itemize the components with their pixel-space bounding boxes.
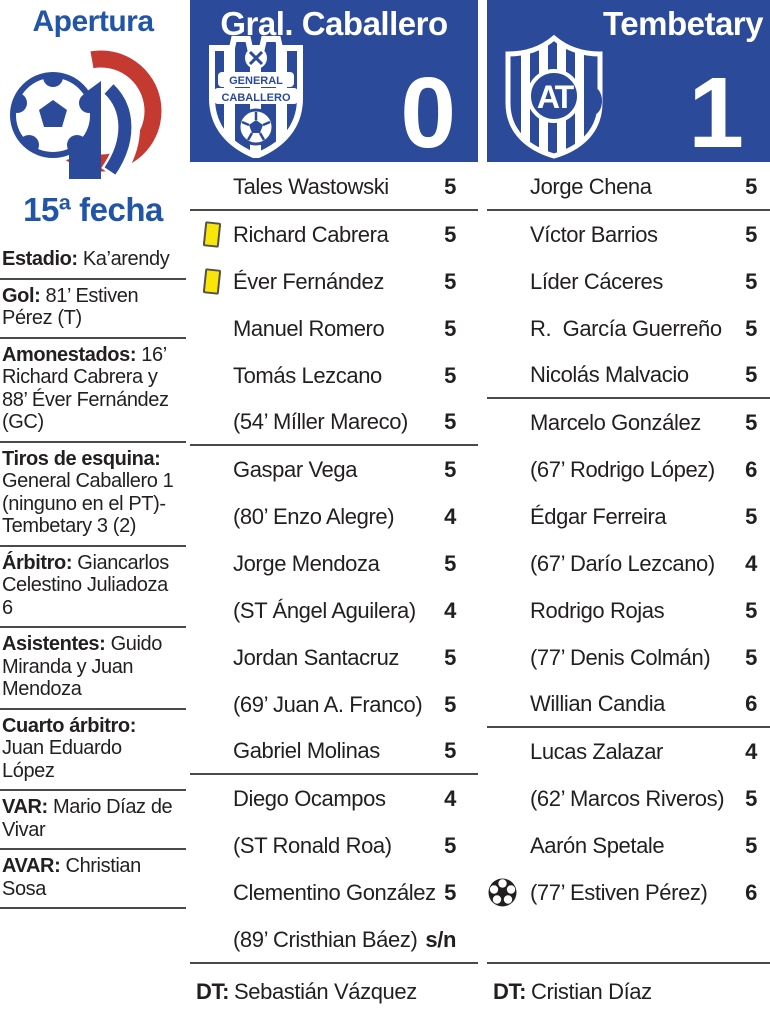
match-info-list (0, 243, 186, 909)
row-icon-slot (190, 399, 233, 444)
row-icon-slot (487, 728, 530, 775)
player-name: Víctor Barrios (530, 221, 658, 247)
player-rating: 5 (444, 456, 456, 482)
round-label: 15ª fecha (23, 191, 163, 228)
row-icon-slot (487, 822, 530, 869)
player-name: Édgar Ferreira (530, 503, 667, 529)
player-rating: 5 (444, 832, 456, 858)
match-info-section: VAR: Mario Díaz de Vivar (0, 791, 186, 850)
row-icon-slot (487, 211, 530, 258)
player-rating: 5 (444, 221, 456, 247)
match-info-section: Amonestados: 16’ Richard Cabrera y 88’ Éver Fernández (GC) (0, 339, 186, 443)
player-row (487, 305, 770, 352)
player-name: Willian Candia (530, 690, 666, 716)
info-label: Árbitro: (2, 551, 73, 574)
player-name: Jorge Chena (530, 173, 652, 199)
row-icon-slot (487, 258, 530, 305)
player-name: (77’ Estiven Pérez) (530, 879, 708, 905)
player-name: Clementino González (233, 879, 436, 905)
svg-text:GENERAL: GENERAL (229, 75, 283, 87)
player-name: Éver Fernández (233, 268, 384, 294)
away-team-player-list (487, 162, 770, 916)
player-row (487, 869, 770, 916)
row-icon-slot (487, 681, 530, 726)
player-row (190, 822, 478, 869)
player-rating: 4 (444, 503, 456, 529)
info-label: Amonestados: (2, 343, 137, 366)
player-row (190, 305, 478, 352)
player-rating: 4 (745, 738, 757, 764)
coach-name: Cristian Díaz (531, 979, 652, 1004)
away-team-header (487, 0, 770, 169)
player-rating: 5 (745, 503, 757, 529)
player-row (487, 211, 770, 258)
player-rating: 5 (745, 597, 757, 623)
player-rating: 5 (444, 644, 456, 670)
row-icon-slot (190, 258, 233, 305)
player-name: Marcelo González (530, 409, 701, 435)
row-icon-slot (487, 352, 530, 397)
yellow-card-icon (203, 268, 222, 295)
away-coach-row (487, 962, 770, 1021)
player-name: Lucas Zalazar (530, 738, 663, 764)
row-icon-slot (190, 587, 233, 634)
row-icon-slot (190, 164, 233, 209)
player-rating: 4 (745, 550, 757, 576)
player-name: (ST Ronald Roa) (233, 832, 392, 858)
player-row (487, 587, 770, 634)
player-name: Tomás Lezcano (233, 362, 382, 388)
player-row (487, 399, 770, 446)
player-row (487, 681, 770, 728)
player-name: (89’ Cristhian Báez) (233, 926, 418, 952)
match-info-section: Árbitro: Giancarlos Celestino Juliadoza 6 (0, 547, 186, 629)
match-info-section: AVAR: Christian Sosa (0, 850, 186, 909)
row-icon-slot (190, 775, 233, 822)
info-label: Tiros de esquina: (2, 447, 161, 470)
player-row (487, 634, 770, 681)
match-info-section: Estadio: Ka’arendy (0, 243, 186, 280)
player-name: Nicolás Malvacio (530, 361, 689, 387)
player-name: R. García Guerreño (530, 315, 722, 341)
info-label: Asistentes: (2, 633, 106, 655)
row-icon-slot (190, 540, 233, 587)
row-icon-slot (190, 352, 233, 399)
home-team-header (190, 0, 478, 169)
player-row (190, 493, 478, 540)
player-row (190, 587, 478, 634)
player-rating: 6 (745, 456, 757, 482)
row-icon-slot (190, 822, 233, 869)
player-rating: 5 (444, 362, 456, 388)
player-name: (62’ Marcos Riveros) (530, 785, 725, 811)
player-name: Diego Ocampos (233, 785, 386, 811)
row-icon-slot (487, 634, 530, 681)
player-rating: 5 (444, 691, 456, 717)
player-rating: 6 (745, 690, 757, 716)
general-caballero-crest-icon (204, 36, 308, 158)
player-row (190, 869, 478, 916)
coach-label: DT: (196, 979, 230, 1004)
player-row (487, 164, 770, 211)
row-icon-slot (487, 775, 530, 822)
player-name: (77’ Denis Colmán) (530, 644, 711, 670)
row-icon-slot (487, 587, 530, 634)
row-icon-slot (487, 540, 530, 587)
info-label: Gol: (2, 284, 41, 307)
row-icon-slot (487, 305, 530, 352)
player-rating: 5 (745, 268, 757, 294)
player-name: (69’ Juan A. Franco) (233, 691, 423, 717)
player-rating: 5 (444, 315, 456, 341)
row-icon-slot (487, 399, 530, 446)
player-rating: 4 (444, 597, 456, 623)
player-row (487, 728, 770, 775)
player-name: Aarón Spetale (530, 832, 665, 858)
player-rating: 5 (444, 268, 456, 294)
row-icon-slot (190, 634, 233, 681)
svg-text:AT: AT (536, 79, 572, 115)
player-rating: 5 (745, 785, 757, 811)
player-row (190, 211, 478, 258)
player-row (190, 540, 478, 587)
player-rating: 5 (444, 879, 456, 905)
player-rating: 5 (444, 550, 456, 576)
player-rating: 5 (745, 644, 757, 670)
player-rating: 5 (444, 173, 456, 199)
player-row (190, 775, 478, 822)
row-icon-slot (190, 916, 233, 963)
player-rating: 5 (745, 409, 757, 435)
match-info-sidebar (0, 0, 186, 1021)
player-rating: 5 (745, 221, 757, 247)
row-icon-slot (190, 728, 233, 773)
player-name: Gaspar Vega (233, 456, 358, 482)
row-icon-slot (487, 446, 530, 493)
tembetary-crest-icon (499, 33, 609, 160)
home-team-player-list (190, 162, 478, 963)
row-icon-slot (487, 493, 530, 540)
player-row (487, 446, 770, 493)
home-team-column (190, 0, 478, 1021)
info-label: Cuarto árbitro: (2, 714, 137, 737)
away-team-score: 1 (688, 57, 744, 169)
player-row (190, 352, 478, 399)
player-row (190, 728, 478, 775)
svg-text:CABALLERO: CABALLERO (221, 92, 291, 104)
info-label: Estadio: (2, 248, 78, 270)
player-name: Rodrigo Rojas (530, 597, 665, 623)
away-team-name: Tembetary (603, 5, 763, 42)
player-name: Manuel Romero (233, 315, 385, 341)
player-rating: 4 (444, 785, 456, 811)
player-row (190, 399, 478, 446)
row-icon-slot (190, 869, 233, 916)
row-icon-slot (190, 211, 233, 258)
player-rating: 5 (745, 361, 757, 387)
row-icon-slot (190, 681, 233, 728)
player-row (487, 258, 770, 305)
player-row (487, 493, 770, 540)
match-info-section: Gol: 81’ Estiven Pérez (T) (0, 280, 186, 339)
player-name: (ST Ángel Aguilera) (233, 597, 416, 623)
player-name: (54’ Míller Mareco) (233, 408, 408, 434)
player-rating: 5 (745, 832, 757, 858)
match-info-section: Asistentes: Guido Miranda y Juan Mendoza (0, 628, 186, 710)
away-team-column (487, 0, 770, 1021)
player-name: (80’ Enzo Alegre) (233, 503, 395, 529)
player-row (487, 540, 770, 587)
competition-title: Apertura (32, 5, 154, 38)
player-row (487, 352, 770, 399)
yellow-card-icon (203, 221, 222, 248)
player-rating: 5 (745, 315, 757, 341)
player-row (487, 822, 770, 869)
player-row (487, 775, 770, 822)
coach-name: Sebastián Vázquez (234, 979, 417, 1004)
soccer-ball-swoosh-logo (9, 41, 177, 191)
player-rating: 6 (745, 879, 757, 905)
info-label: AVAR: (2, 855, 61, 877)
player-name: Jorge Mendoza (233, 550, 380, 576)
info-label: VAR: (2, 796, 48, 818)
home-team-score: 0 (400, 57, 456, 169)
coach-label: DT: (493, 979, 527, 1004)
row-icon-slot (487, 869, 530, 916)
match-info-section: Tiros de esquina: General Caballero 1 (ninguno en el PT)-Tembetary 3 (2) (0, 443, 186, 547)
row-icon-slot (190, 493, 233, 540)
player-rating: 5 (444, 408, 456, 434)
row-icon-slot (487, 164, 530, 209)
player-row (190, 446, 478, 493)
player-row (190, 164, 478, 211)
player-row (190, 916, 478, 963)
player-name: Tales Wastowski (233, 173, 389, 199)
goal-ball-icon (487, 877, 518, 908)
player-rating: s/n (425, 926, 456, 952)
home-coach-row (190, 962, 478, 1021)
apertura-tournament-logo (9, 41, 177, 191)
player-name: (67’ Rodrigo López) (530, 456, 715, 482)
player-name: Líder Cáceres (530, 268, 663, 294)
player-row (190, 681, 478, 728)
player-name: Richard Cabrera (233, 221, 389, 247)
player-rating: 5 (444, 737, 456, 763)
player-rating: 5 (745, 173, 757, 199)
row-icon-slot (190, 305, 233, 352)
row-icon-slot (190, 446, 233, 493)
player-name: (67’ Darío Lezcano) (530, 550, 715, 576)
player-name: Jordan Santacruz (233, 644, 400, 670)
match-info-section: Cuarto árbitro: Juan Eduardo López (0, 710, 186, 792)
player-name: Gabriel Molinas (233, 737, 380, 763)
player-row (190, 258, 478, 305)
home-team-name: Gral. Caballero (220, 5, 448, 42)
player-row (190, 634, 478, 681)
